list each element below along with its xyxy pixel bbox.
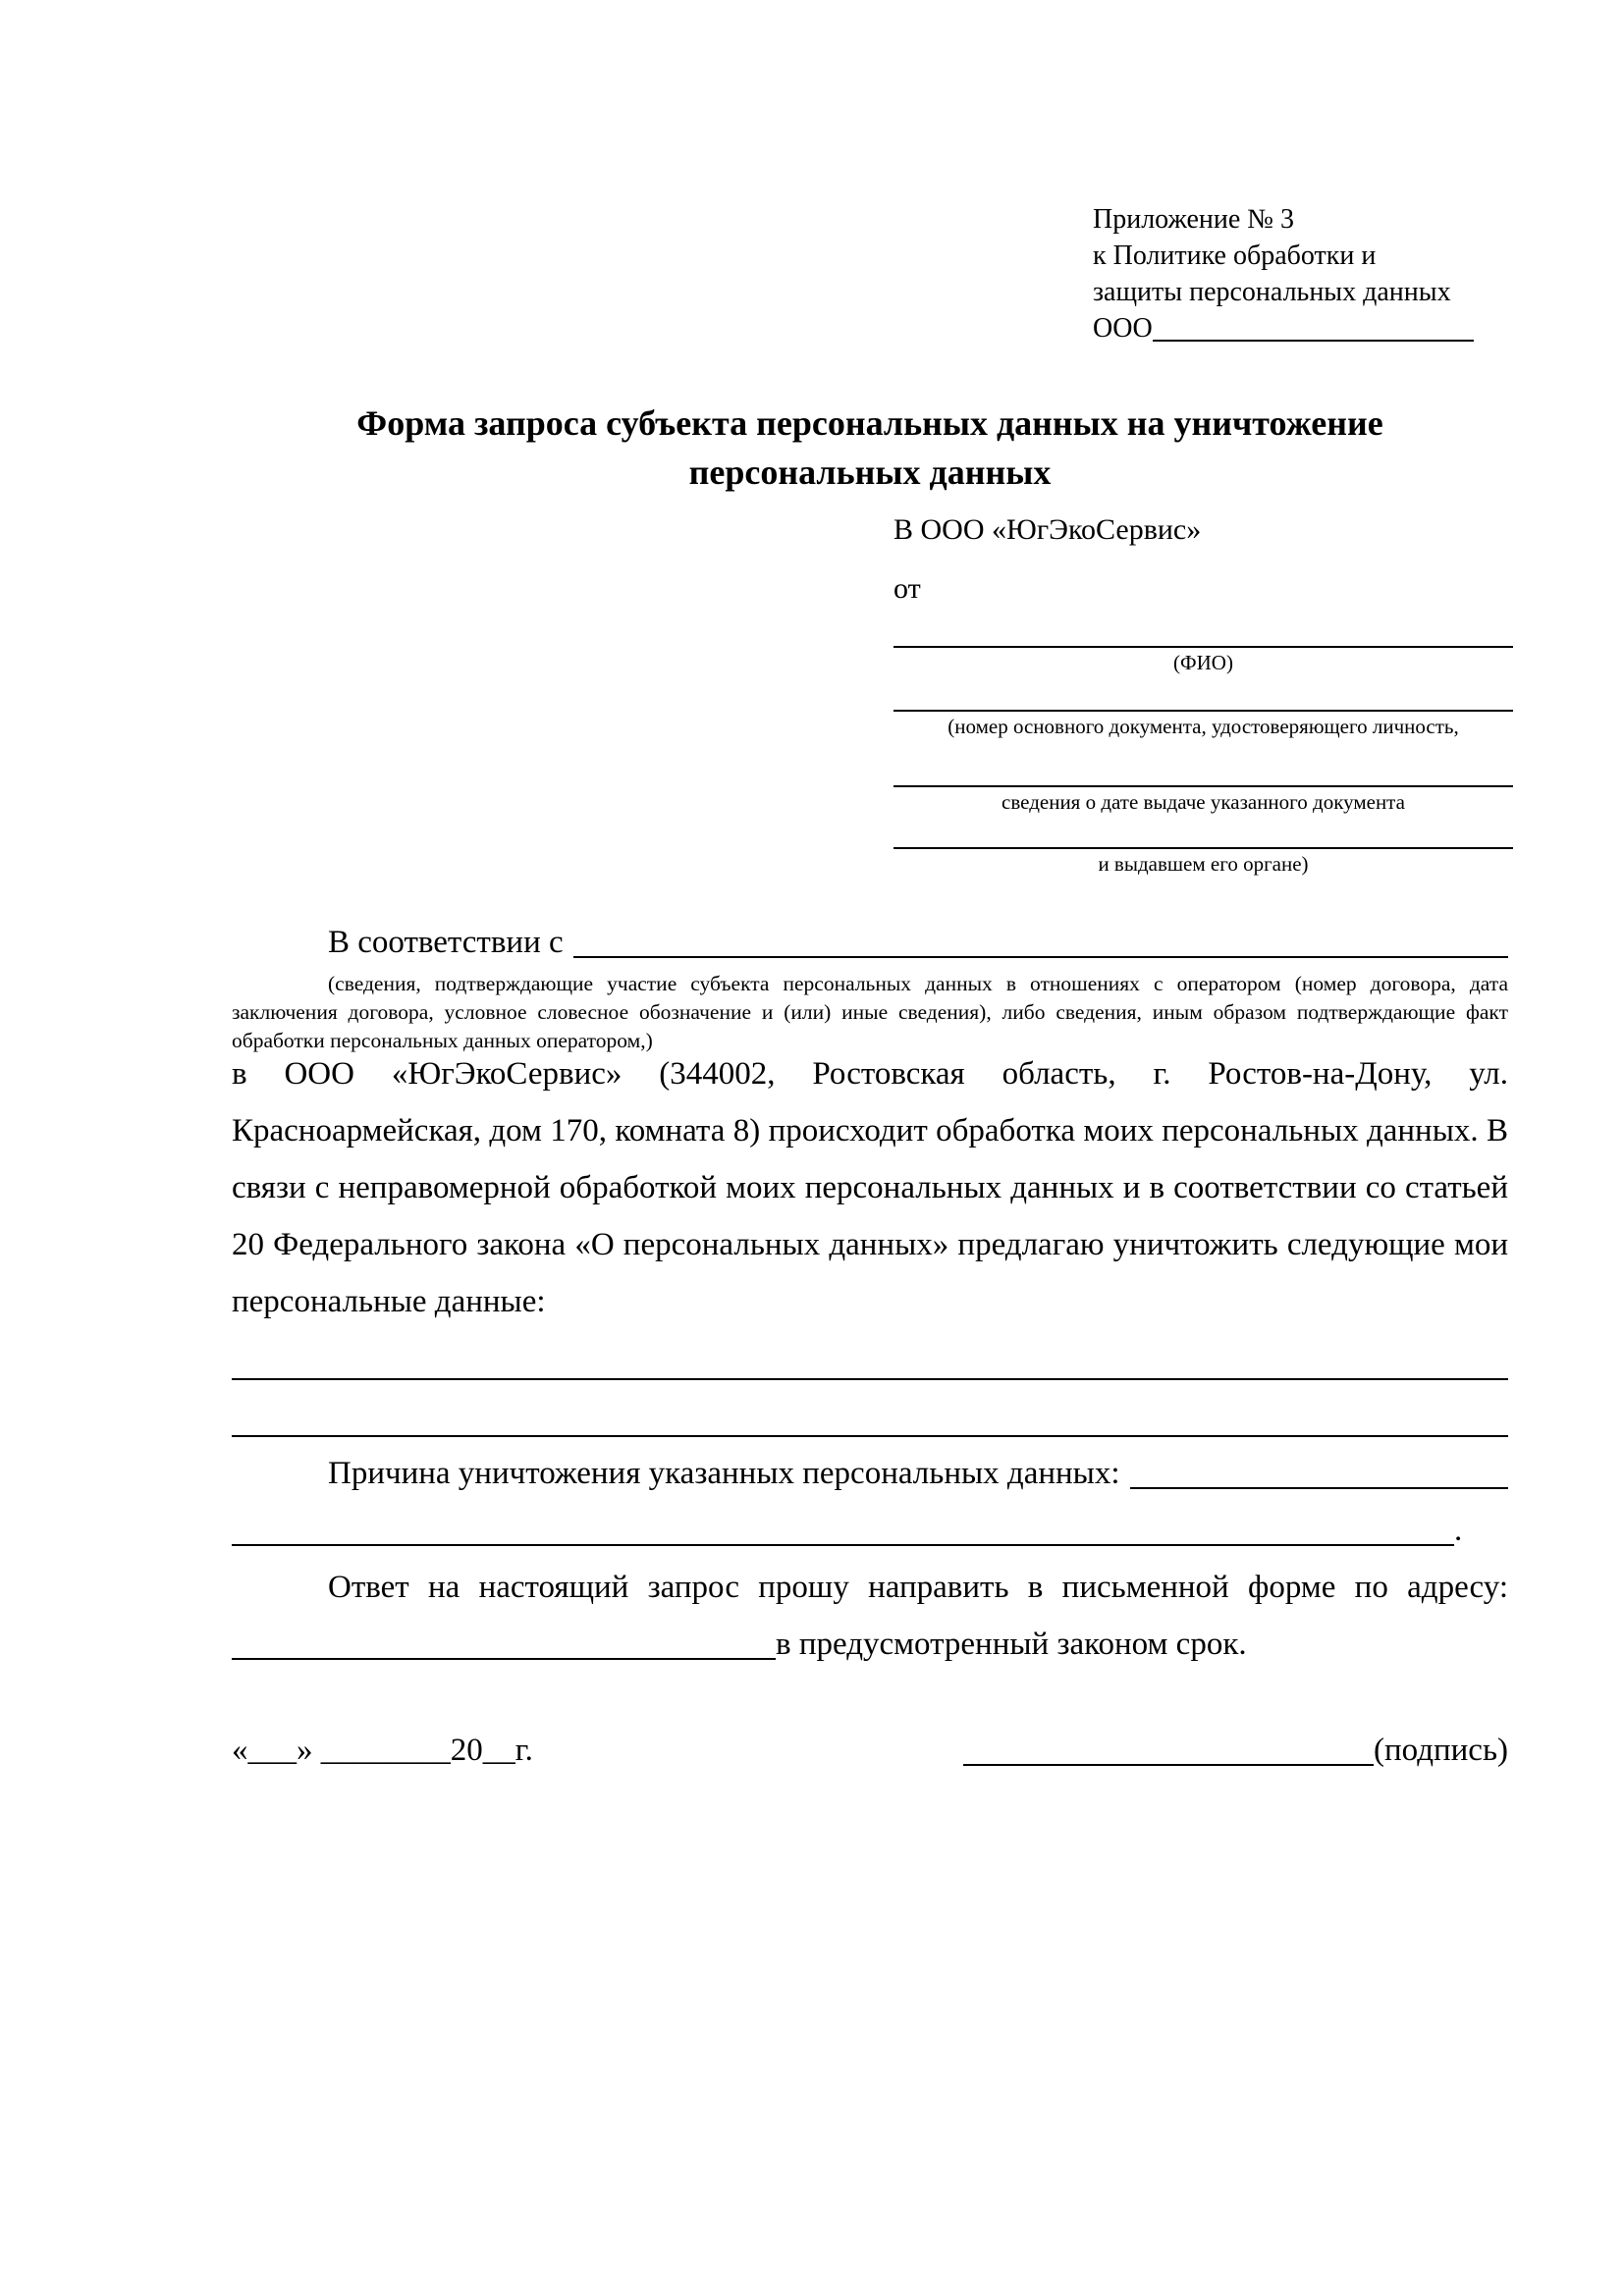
appendix-header-line: защиты персональных данных [1093,277,1451,307]
signature-blank-field [963,1764,1374,1766]
reason-label: Причина уничтожения указанных персональных данных: [328,1456,1120,1491]
reason-blank-field-2 [232,1544,1454,1546]
addressee-to: В ООО «ЮгЭкоСервис» [893,513,1202,546]
response-request-text: Ответ на настоящий запрос прошу направить в письменной форме по адресу: [328,1570,1508,1605]
consent-row [232,921,1508,964]
response-tail-text: в предусмотренный законом срок. [776,1627,1247,1662]
signature-caption: (подпись) [1374,1733,1508,1768]
personal-data-blank-line-2 [232,1435,1508,1437]
consent-fine-print: (сведения, подтверждающие участие субъекта персональных данных в отношениях с оператором (номер договора, дата заключения договора, условное словесное обозначение и (или) иные сведения), либо сведения, иным образом подтверждающие факт обработки персональных данных оператором,) [232,972,1508,1052]
appendix-header-line: Приложение № 3 [1093,204,1294,235]
org-name-blank-field [1153,340,1474,342]
response-request-line [232,1566,1508,1609]
date-blank-line: «___» ________20__г. [232,1733,533,1768]
page-title [232,399,1508,497]
org-prefix: ООО [1093,313,1153,344]
body-paragraph: в ООО «ЮгЭкоСервис» (344002, Ростовская область, г. Ростов-на-Дону, ул. Красноармейская, дом 170, комната 8) происходит обработка моих персональных данных. В связи с неправомерной обработкой моих персональных данных и в соответствии со статьей 20 Федерального закона «О персональных данных» предлагаю уничтожить следующие мои персональные данные: [232,1056,1508,1319]
reason-row [232,1452,1508,1495]
reason-continuation-line [232,1509,1508,1552]
period-mark: . [1454,1513,1463,1548]
addressee-from-label: от [893,572,921,605]
issue-date-caption: сведения о дате выдаче указанного документа [1001,790,1405,814]
appendix-header [1093,201,1505,347]
address-blank-field [232,1658,776,1660]
page-title-line: Форма запроса субъекта персональных данных на уничтожение [356,403,1383,443]
document-number-caption: (номер основного документа, удостоверяющего личность, [947,715,1459,738]
appendix-header-line: к Политике обработки и [1093,240,1377,271]
consent-blank-field [573,956,1508,958]
response-address-row [232,1623,1508,1666]
personal-data-blank-line-1 [232,1378,1508,1380]
issuer-caption: и выдавшем его органе) [1098,852,1309,876]
signature-group [963,1729,1508,1772]
consent-lead: В соответствии с [328,925,564,960]
fio-caption: (ФИО) [1173,651,1233,674]
org-name-line [1093,310,1505,347]
reason-blank-field [1130,1487,1508,1489]
addressee-block [893,510,1513,879]
page-title-line: персональных данных [688,453,1052,492]
date-signature-row [232,1729,1508,1772]
